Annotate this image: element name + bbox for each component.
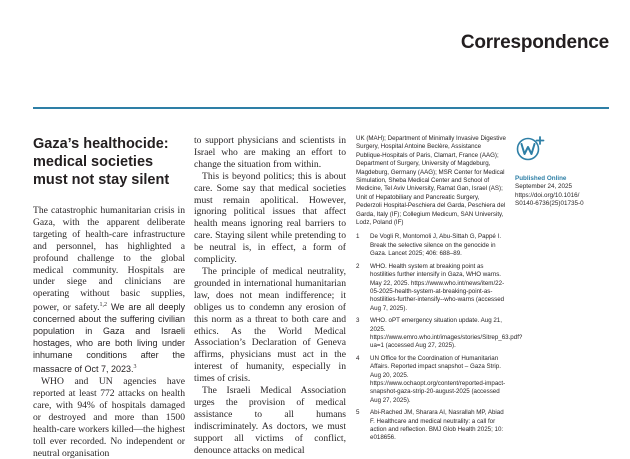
paragraph: This is beyond politics; this is about care. Some say that medical societies must remain apolitical. However, ignoring political issues that affect health means ignoring real barriers to care. Staying silent while pretending to be neutral is, in effect, a form of complicity. xyxy=(194,170,346,266)
paragraph-text: The catastrophic humanitarian crisis in Gaza, with the apparent deliberate targeting of health-care infrastructure and personnel, has highlighted a profound challenge to the global medical community. Hospitals are under siege and clinicians are operating without basic supplies, power, or safety. xyxy=(33,205,185,314)
reference-number: 1 xyxy=(356,233,360,241)
article-column-2 xyxy=(194,135,346,456)
paragraph: The Israeli Medical Association urges the provision of medical assistance to all humans indiscriminately. As doctors, we must support all victims of conflict, denounce attacks on medical xyxy=(194,385,346,456)
paragraph xyxy=(33,205,185,376)
section-header: Correspondence xyxy=(460,32,609,53)
reference-text[interactable]: WHO. Health system at breaking point as hostilities further intensify in Gaza, WHO warns. May 22, 2025. https://www.who.int/news/item/22-05-2025-health-system-at-breaking-point-as-hostilities-further-intensify--who-warns (accessed Aug 7, 2025). xyxy=(370,262,505,312)
doi-link[interactable]: https://doi.org/10.1016/ xyxy=(515,191,580,199)
reference-item xyxy=(356,409,506,443)
affiliations: UK (MAH); Department of Minimally Invasive Digestive Surgery, Hospital Antoine Beclère, Assistance Publique-Hospitals of Paris, Clamart, France (AAG); Department of Surgery, University of Magdeburg, Magdeburg, Germany (AAG); MSR Center for Medical Simulation, Sheba Medical Center and School of Medicine, Tel Aviv University, Ramat Gan, Israel (AS); Unit of Hepatobiliary and Pancreatic Surgery, Pederzoli Hospital-Peschiera del Garda, Peschiera del Garda, Italy (IF); Collegium Medicum, SAN University, Lodz, Poland (IF) xyxy=(356,135,506,227)
reference-item xyxy=(356,263,506,313)
bold-statement: We are all deeply concerned about the suffering civilian population in Gaza and Israeli hostages, who are both living under inhumane conditions after the massacre of Oct 7, 2023. xyxy=(33,302,185,375)
reference-number: 2 xyxy=(356,262,360,270)
article-title: Gaza’s healthocide: medical societies must not stay silent xyxy=(33,136,170,188)
reference-list xyxy=(356,233,523,442)
citation-sup: 1,2 xyxy=(99,302,108,309)
citation-sup: 3 xyxy=(133,363,137,370)
reference-text: Abi-Rached JM, Sharara AI, Nasrallah MP, Abiad F. Healthcare and medical neutrality: a call for action and reflection. BMJ Glob Health 2025; 10: e018656. xyxy=(370,409,504,442)
reference-text: De Vogli R, Montomoli J, Abu-Sittah G, Pappé I. Break the selective silence on the genocide in Gaza. Lancet 2025; 406: 688–89. xyxy=(370,233,502,258)
reference-number: 4 xyxy=(356,354,360,362)
paragraph: The principle of medical neutrality, grounded in international humanitarian law, does not mean indifference; it obliges us to condemn any erosion of this norm as a threat to both care and ethics. As the World Medical Association’s Declaration of Geneva affirms, physicians must act in the interest of humanity, especially in times of crisis. xyxy=(194,265,346,385)
paragraph: WHO and UN agencies have reported at least 772 attacks on health care, with 94% of hospitals damaged or destroyed and more than 1500 health-care workers killed—the highest toll ever recorded. No independent or neutral organisation xyxy=(33,376,185,459)
reference-item xyxy=(356,233,506,258)
reference-item xyxy=(356,317,523,351)
article-column-1 xyxy=(33,135,185,459)
reference-item xyxy=(356,355,506,405)
published-date: September 24, 2025 xyxy=(515,183,573,191)
article-column-3 xyxy=(356,135,523,447)
paragraph: to support physicians and scientists in Israel who are making an effort to change the situation from within. xyxy=(194,135,346,170)
doi-link-continued[interactable]: S0140-6736(25)01735-0 xyxy=(515,200,584,208)
header-rule xyxy=(33,107,609,109)
reference-text[interactable]: WHO. oPT emergency situation update. Aug 21, 2025. https://www.emro.who.int/images/stories/Sitrep_63.pdf?ua=1 (accessed Aug 27, 2025). xyxy=(370,317,523,350)
reference-text[interactable]: UN Office for the Coordination of Humanitarian Affairs. Reported impact snapshot – Gaza Strip. Aug 20, 2025. https://www.ochaopt.org/content/reported-impact-snapshot-gaza-strip-20-august-2025 (accessed Aug 27, 2025). xyxy=(370,354,506,404)
publication-sidebar xyxy=(515,135,615,209)
reference-number: 3 xyxy=(356,317,360,325)
lancet-w-plus-logo-icon[interactable] xyxy=(515,135,545,161)
published-online-label: Published Online xyxy=(515,175,567,182)
reference-number: 5 xyxy=(356,409,360,417)
